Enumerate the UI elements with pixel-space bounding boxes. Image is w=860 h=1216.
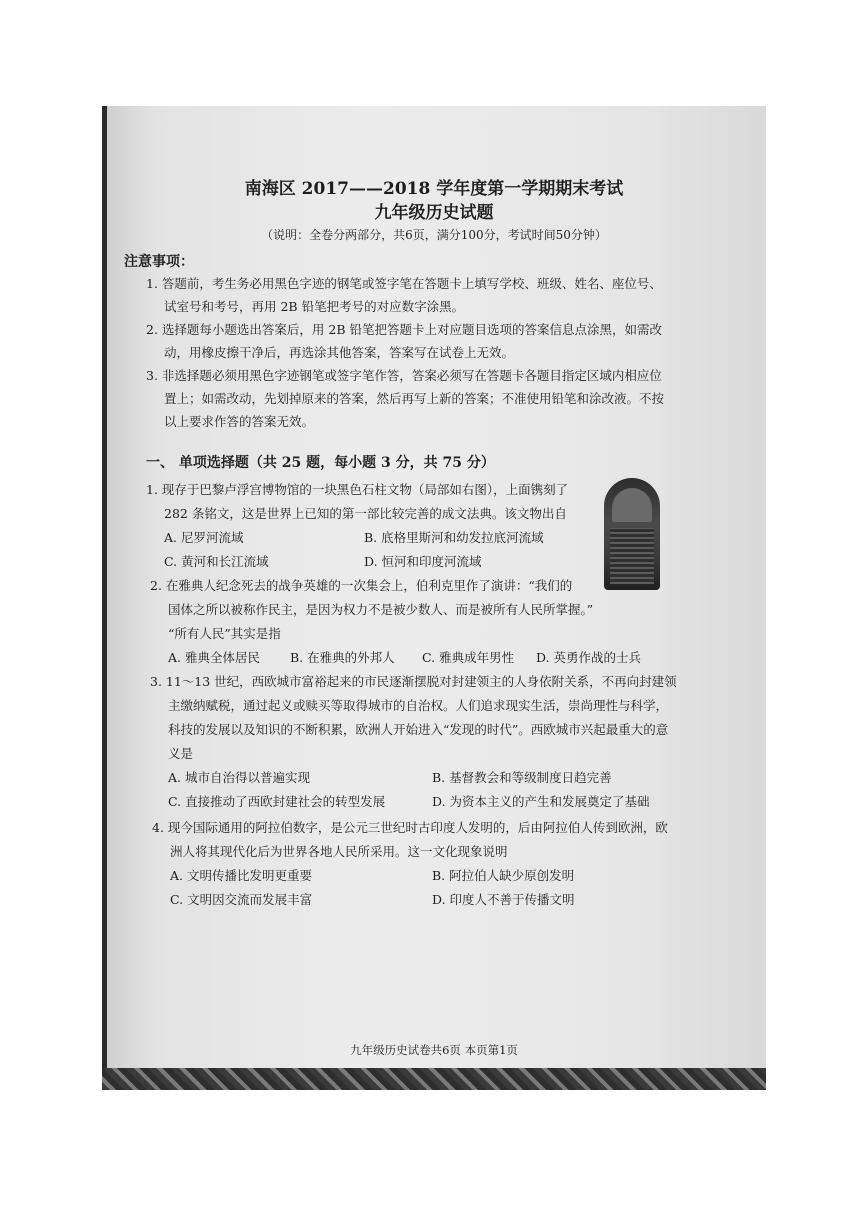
exam-subtitle: 九年级历史试题 <box>374 203 494 223</box>
q4-option-d: D. 印度人不善于传播文明 <box>432 892 575 907</box>
q2-option-b: B. 在雅典的外邦人 <box>290 650 395 665</box>
question-3-line: 科技的发展以及知识的不断积累，欧洲人开始进入“发现的时代”。西欧城市兴起最重大的意 <box>168 722 669 737</box>
exam-paper-photo <box>102 106 766 1090</box>
notice-line: 以上要求作答的答案无效。 <box>164 414 315 429</box>
q3-option-a: A. 城市自治得以普遍实现 <box>168 770 310 785</box>
question-1-line: 282 条铭文，这是世界上已知的第一部比较完善的成文法典。该文物出自 <box>164 506 567 521</box>
q3-option-b: B. 基督教会和等级制度日趋完善 <box>432 770 612 785</box>
question-1-line: 1. 现存于巴黎卢浮宫博物馆的一块黑色石柱文物（局部如右图），上面镌刻了 <box>146 482 569 497</box>
q4-option-a: A. 文明传播比发明更重要 <box>170 868 312 883</box>
stele-relief <box>612 488 652 522</box>
paper-left-shadow <box>102 106 107 1090</box>
stele-image <box>604 478 660 590</box>
notice-line: 置上；如需改动，先划掉原来的答案，然后再写上新的答案；不准使用铅笔和涂改液。不按 <box>164 391 665 406</box>
exam-title: 南海区 2017——2018 学年度第一学期期末考试 <box>244 179 624 199</box>
q2-option-d: D. 英勇作战的士兵 <box>536 650 642 665</box>
question-4-line: 洲人将其现代化后为世界各地人民所采用。这一文化现象说明 <box>170 844 508 859</box>
q4-option-b: B. 阿拉伯人缺少原创发明 <box>432 868 575 883</box>
notice-line: 1. 答题前，考生务必用黑色字迹的钢笔或签字笔在答题卡上填写学校、班级、姓名、座位号、 <box>146 276 662 291</box>
q2-option-c: C. 雅典成年男性 <box>422 650 515 665</box>
question-2-line: “所有人民”其实是指 <box>168 626 281 641</box>
q2-option-a: A. 雅典全体居民 <box>168 650 260 665</box>
q3-option-c: C. 直接推动了西欧封建社会的转型发展 <box>168 794 386 809</box>
notice-heading: 注意事项： <box>124 254 194 270</box>
notice-line: 动，用橡皮擦干净后，再选涂其他答案，答案写在试卷上无效。 <box>164 345 515 360</box>
notice-line: 2. 选择题每小题选出答案后，用 2B 铅笔把答题卡上对应题目选项的答案信息点涂黑，如需改 <box>146 322 662 337</box>
q1-option-d: D. 恒河和印度河流域 <box>364 554 482 569</box>
q1-option-a: A. 尼罗河流域 <box>164 530 244 545</box>
q1-option-b: B. 底格里斯河和幼发拉底河流域 <box>364 530 544 545</box>
question-2-line: 国体之所以被称作民主，是因为权力不是被少数人、而是被所有人民所掌握。” <box>168 602 594 617</box>
q4-option-c: C. 文明因交流而发展丰富 <box>170 892 313 907</box>
stele-inscription <box>610 528 654 584</box>
exam-note: （说明：全卷分两部分，共6页，满分100分，考试时间50分钟） <box>261 228 607 242</box>
question-3-line: 义是 <box>168 746 194 761</box>
notice-line: 3. 非选择题必须用黑色字迹钢笔或签字笔作答，答案必须写在答题卡各题目指定区域内相应位 <box>146 368 662 383</box>
q1-option-c: C. 黄河和长江流域 <box>164 554 269 569</box>
question-3-line: 3. 11～13 世纪，西欧城市富裕起来的市民逐渐摆脱对封建领主的人身依附关系，不再向封建领 <box>150 674 677 689</box>
question-4-line: 4. 现今国际通用的阿拉伯数字，是公元三世纪时古印度人发明的，后由阿拉伯人传到欧洲，欧 <box>152 820 668 835</box>
notice-line: 试室号和考号，再用 2B 铅笔把考号的对应数字涂黑。 <box>164 299 465 314</box>
page-footer: 九年级历史试卷共6页 本页第1页 <box>350 1043 518 1057</box>
question-2-line: 2. 在雅典人纪念死去的战争英雄的一次集会上，伯利克里作了演讲：“我们的 <box>150 578 573 593</box>
photo-background-strip <box>102 1068 766 1090</box>
section-heading: 一、 单项选择题（共 25 题，每小题 3 分，共 75 分） <box>146 455 495 471</box>
q3-option-d: D. 为资本主义的产生和发展奠定了基础 <box>432 794 650 809</box>
question-3-line: 主缴纳赋税，通过起义或赎买等取得城市的自治权。人们追求现实生活，崇尚理性与科学， <box>168 698 669 713</box>
